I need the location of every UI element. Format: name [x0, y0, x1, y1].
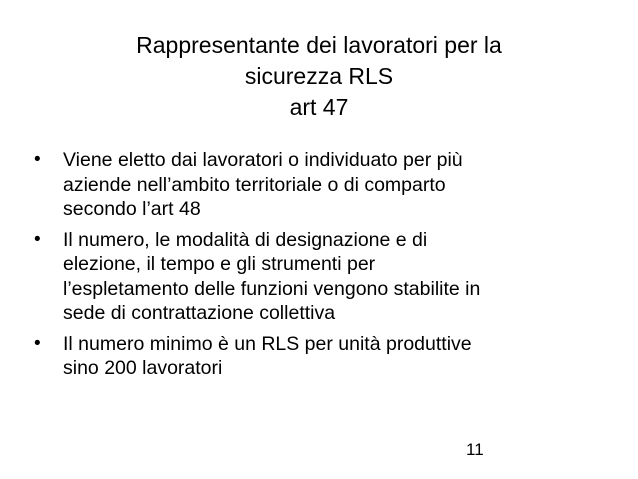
- bullet-line: l’espletamento delle funzioni vengono stabilite in: [63, 277, 481, 300]
- bullet-line: aziende nell’ambito territoriale o di comparto: [63, 173, 446, 196]
- bullet-dot-icon: •: [34, 228, 41, 250]
- title-line: sicurezza RLS: [244, 63, 394, 89]
- bullet-text: [63, 332, 604, 381]
- bullet-line: elezione, il tempo e gli strumenti per: [63, 253, 376, 275]
- bullet-item: [34, 148, 604, 222]
- bullet-line: sino 200 lavoratori: [63, 357, 223, 379]
- bullet-list: [34, 148, 604, 387]
- bullet-item: [34, 228, 604, 326]
- bullet-line: Viene eletto dai lavoratori o individuato per più: [63, 149, 463, 171]
- bullet-item: [34, 332, 604, 381]
- title-line: art 47: [289, 94, 349, 120]
- bullet-dot-icon: •: [34, 332, 41, 354]
- bullet-text: [63, 228, 604, 326]
- slide-title: [60, 30, 578, 123]
- bullet-line: sede di contrattazione collettiva: [63, 302, 336, 324]
- title-line: Rappresentante dei lavoratori per la: [136, 32, 502, 58]
- bullet-dot-icon: •: [34, 149, 41, 170]
- bullet-line: secondo l’art 48: [63, 198, 201, 220]
- bullet-line: Il numero minimo è un RLS per unità produttive: [63, 332, 472, 355]
- bullet-line: Il numero, le modalità di designazione e di: [63, 228, 428, 251]
- bullet-text: [63, 148, 604, 222]
- page-number: 11: [466, 440, 484, 459]
